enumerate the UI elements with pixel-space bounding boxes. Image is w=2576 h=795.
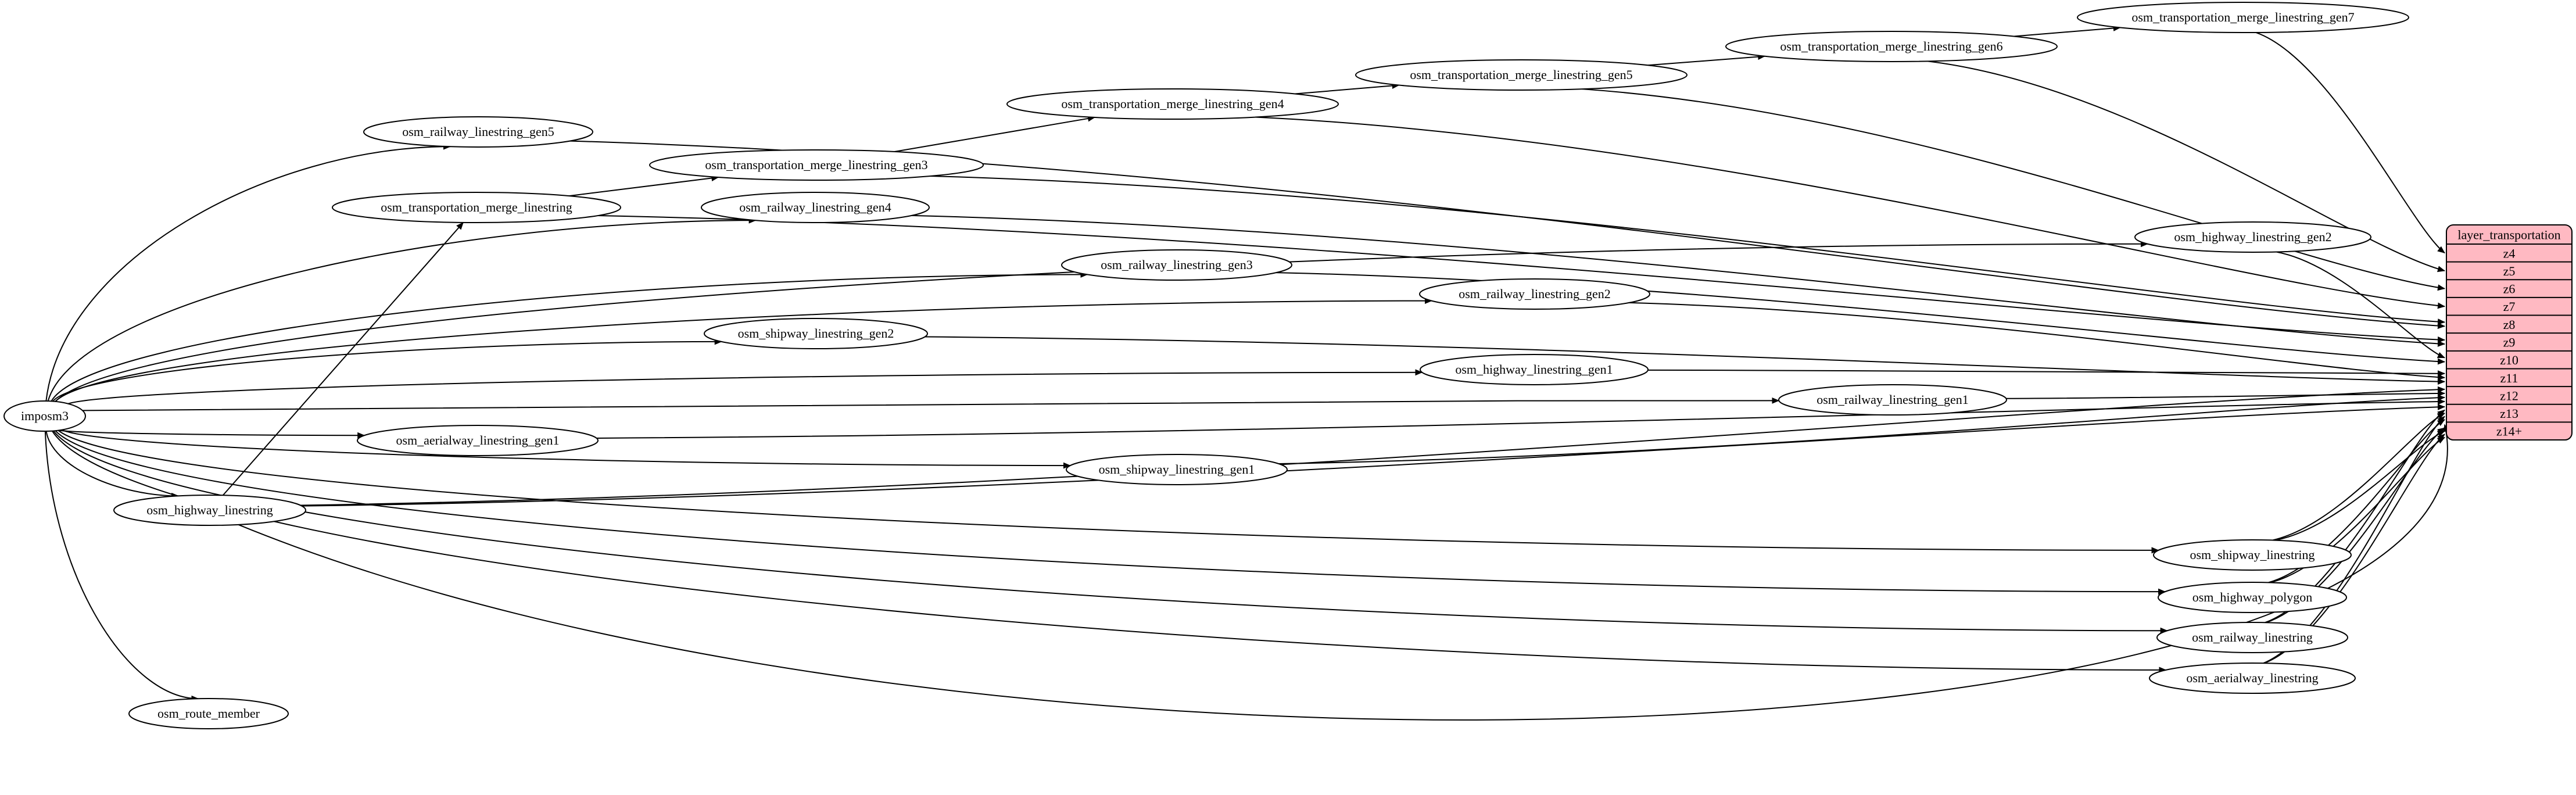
edge-osm_shipway_linestring_gen2-to-z11 xyxy=(925,337,2445,382)
record-row-z4 xyxy=(2503,246,2516,260)
table-node-osm_transportation_merge_linestring_gen4 xyxy=(1007,89,1338,119)
edge-imposm3-to-osm_aerialway_linestring_gen1 xyxy=(59,430,364,435)
record-row-label-z14+: z14+ xyxy=(2496,424,2523,439)
edge-osm_transportation_merge_linestring-to-osm_transportation_merge_linestring_gen3 xyxy=(569,177,719,196)
edge-osm_highway_linestring-to-z13 xyxy=(302,407,2445,506)
edge-osm_transportation_merge_linestring_gen6-to-osm_transportation_merge_linestring_gen7 xyxy=(2014,27,2120,36)
osm_highway_linestring_gen2-label: osm_highway_linestring_gen2 xyxy=(2174,230,2332,244)
osm_railway_linestring_gen1-label: osm_railway_linestring_gen1 xyxy=(1817,392,1969,407)
record-row-label-z12: z12 xyxy=(2500,388,2518,403)
osm_highway_linestring-label: osm_highway_linestring xyxy=(146,503,273,517)
osm_railway_linestring_gen3-label: osm_railway_linestring_gen3 xyxy=(1101,257,1253,272)
edge-osm_transportation_merge_linestring_gen5-to-z6 xyxy=(1582,89,2445,288)
osm_railway_linestring-label: osm_railway_linestring xyxy=(2192,630,2313,644)
edge-imposm3-to-osm_route_member xyxy=(45,431,198,699)
record-title: layer_transportation xyxy=(2457,227,2561,242)
osm_transportation_merge_linestring_gen5-label: osm_transportation_merge_linestring_gen5 xyxy=(1410,67,1633,82)
edge-osm_transportation_merge_linestring_gen5-to-osm_transportation_merge_linestring_gen6 xyxy=(1648,56,1765,65)
osm_aerialway_linestring_gen1-label: osm_aerialway_linestring_gen1 xyxy=(396,433,560,447)
table-node-osm_shipway_linestring_gen2 xyxy=(704,318,927,349)
record-row-label-z11: z11 xyxy=(2500,370,2518,385)
osm_railway_linestring_gen4-label: osm_railway_linestring_gen4 xyxy=(739,200,891,214)
edge-imposm3-to-osm_railway_linestring_gen2 xyxy=(55,301,1432,402)
osm_transportation_merge_linestring_gen3-label: osm_transportation_merge_linestring_gen3 xyxy=(705,157,928,172)
table-node-osm_transportation_merge_linestring_gen3 xyxy=(650,150,983,180)
osm_shipway_linestring_gen1-label: osm_shipway_linestring_gen1 xyxy=(1098,462,1255,477)
osm_transportation_merge_linestring_gen6-label: osm_transportation_merge_linestring_gen6 xyxy=(1780,39,2003,53)
osm_railway_linestring_gen5-label: osm_railway_linestring_gen5 xyxy=(402,124,554,139)
table-node-osm_shipway_linestring_gen1 xyxy=(1066,454,1287,485)
record-row-label-z6: z6 xyxy=(2503,281,2516,296)
edge-osm_highway_linestring_gen1-to-z11 xyxy=(1648,370,2445,374)
nodes xyxy=(4,2,2409,729)
record-row-label-z10: z10 xyxy=(2500,353,2518,368)
table-node-osm_shipway_linestring xyxy=(2154,540,2351,570)
osm_transportation_merge_linestring_gen4-label: osm_transportation_merge_linestring_gen4 xyxy=(1061,96,1284,111)
edge-osm_transportation_merge_linestring_gen3-to-osm_transportation_merge_linestring_gen4 xyxy=(894,117,1095,152)
table-node-osm_highway_linestring_gen1 xyxy=(1420,354,1648,385)
table-node-osm_railway_linestring xyxy=(2157,622,2348,653)
imposm3-label: imposm3 xyxy=(21,409,69,423)
record-row-label-z5: z5 xyxy=(2503,263,2516,278)
edge-osm_transportation_merge_linestring_gen7-to-z4 xyxy=(2256,33,2445,253)
table-node-osm_transportation_merge_linestring xyxy=(332,192,621,223)
osm_aerialway_linestring-label: osm_aerialway_linestring xyxy=(2186,671,2319,685)
edge-osm_shipway_linestring-to-z14+ xyxy=(2275,431,2445,540)
record-row-label-z9: z9 xyxy=(2503,335,2516,350)
table-node-osm_railway_linestring_gen2 xyxy=(1420,279,1650,309)
table-node-osm_route_member xyxy=(129,699,288,729)
source-node-imposm3 xyxy=(4,401,85,431)
edge-imposm3-to-osm_highway_linestring_gen1 xyxy=(68,373,1422,404)
table-node-osm_transportation_merge_linestring_gen5 xyxy=(1356,60,1687,90)
edge-osm_highway_linestring-to-z14+ xyxy=(238,425,2448,720)
osm_shipway_linestring_gen2-label: osm_shipway_linestring_gen2 xyxy=(737,326,894,341)
osm_highway_linestring_gen1-label: osm_highway_linestring_gen1 xyxy=(1455,362,1613,377)
osm_transportation_merge_linestring-label: osm_transportation_merge_linestring xyxy=(381,200,572,214)
table-node-osm_railway_linestring_gen4 xyxy=(701,192,929,223)
edge-imposm3-to-osm_highway_linestring xyxy=(46,431,179,496)
record-row-label-z13: z13 xyxy=(2500,406,2518,421)
edge-osm_transportation_merge_linestring_gen4-to-osm_transportation_merge_linestring_gen5 xyxy=(1295,85,1399,94)
osm_railway_linestring_gen2-label: osm_railway_linestring_gen2 xyxy=(1459,287,1611,301)
table-node-osm_railway_linestring_gen1 xyxy=(1779,385,2007,415)
osm_route_member-label: osm_route_member xyxy=(157,706,260,721)
table-node-osm_transportation_merge_linestring_gen6 xyxy=(1726,31,2057,62)
osm_transportation_merge_linestring_gen7-label: osm_transportation_merge_linestring_gen7 xyxy=(2131,10,2355,24)
edge-imposm3-to-osm_railway_linestring_gen1 xyxy=(83,400,1779,410)
record-row-label-z7: z7 xyxy=(2503,299,2516,314)
table-node-osm_highway_linestring_gen2 xyxy=(2135,222,2371,252)
table-node-osm_aerialway_linestring xyxy=(2149,663,2355,693)
osm_shipway_linestring-label: osm_shipway_linestring xyxy=(2190,547,2315,562)
osm_highway_polygon-label: osm_highway_polygon xyxy=(2192,590,2313,604)
edge-imposm3-to-osm_highway_polygon xyxy=(55,431,2165,592)
edge-osm_railway_linestring_gen1-to-z12 xyxy=(2006,393,2445,399)
record-row-label-z8: z8 xyxy=(2503,317,2516,332)
edge-imposm3-to-osm_railway_linestring_gen3 xyxy=(51,274,1087,401)
table-node-osm_aerialway_linestring_gen1 xyxy=(357,425,598,456)
table-node-osm_railway_linestring_gen3 xyxy=(1062,250,1292,280)
table-node-osm_highway_polygon xyxy=(2158,582,2346,613)
table-node-osm_transportation_merge_linestring_gen7 xyxy=(2077,2,2409,33)
edge-osm_railway_linestring_gen2-to-z11 xyxy=(1629,303,2445,378)
table-node-osm_highway_linestring xyxy=(114,495,306,525)
table-node-osm_railway_linestring_gen5 xyxy=(364,117,593,147)
record-row-label-z4: z4 xyxy=(2503,246,2516,261)
record-node-layer-transportation xyxy=(2446,225,2572,440)
